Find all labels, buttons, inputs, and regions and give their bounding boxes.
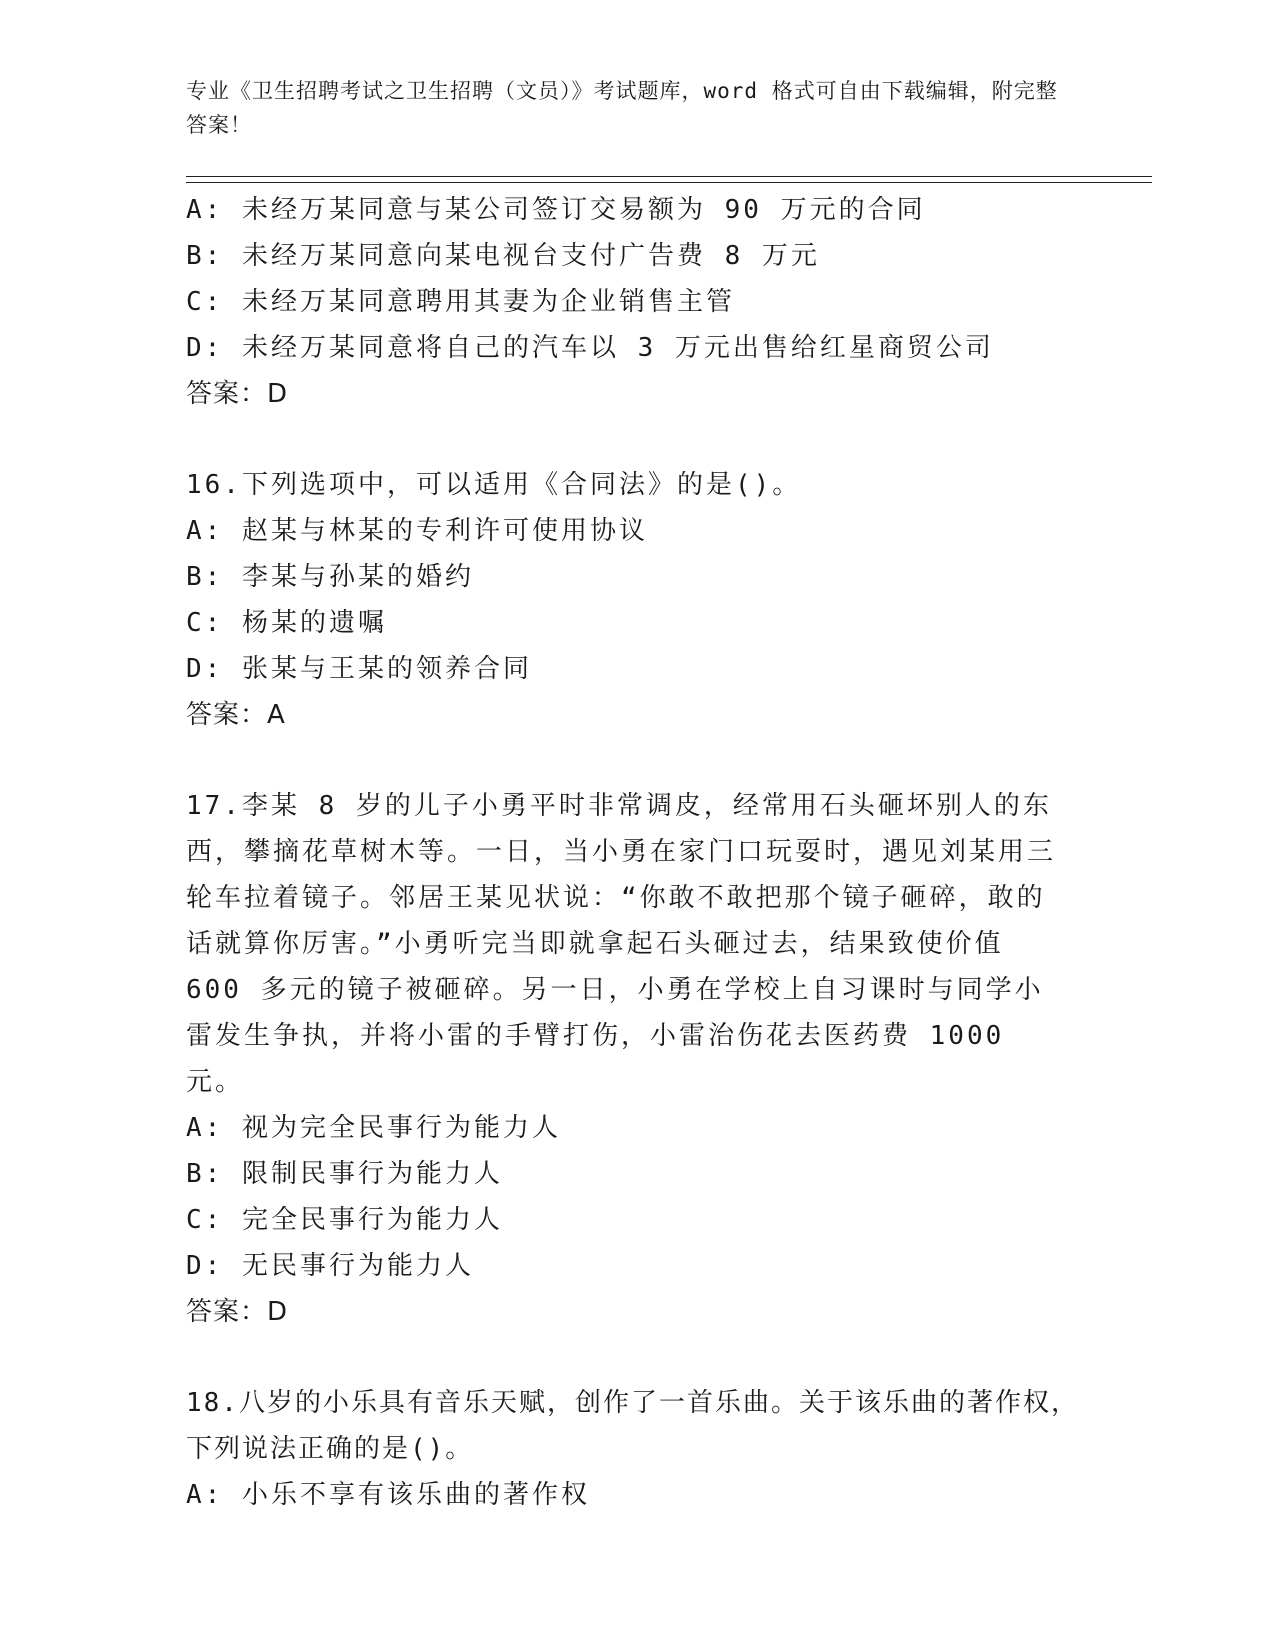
option-c: C: 完全民事行为能力人	[186, 1205, 503, 1235]
question-content	[186, 187, 1086, 1518]
option-a: A: 视为完全民事行为能力人	[186, 1113, 561, 1143]
option-d: D: 张某与王某的领养合同	[186, 654, 532, 684]
header-divider-bottom	[186, 182, 1152, 183]
spacer	[186, 417, 1086, 462]
answer-line: 答案：D	[186, 379, 289, 409]
option-a: A: 小乐不享有该乐曲的著作权	[186, 1480, 590, 1510]
option-c: C: 杨某的遗嘱	[186, 608, 387, 638]
question-stem: 18.八岁的小乐具有音乐天赋，创作了一首乐曲。关于该乐曲的著作权，下列说法正确的是()。	[186, 1388, 1079, 1464]
question-18	[186, 1380, 1086, 1518]
document-header: 专业《卫生招聘考试之卫生招聘（文员）》考试题库，word 格式可自由下载编辑，附完整答案！	[186, 79, 1058, 137]
option-a: A: 未经万某同意与某公司签订交易额为 90 万元的合同	[186, 195, 926, 225]
option-b: B: 李某与孙某的婚约	[186, 562, 474, 592]
option-a: A: 赵某与林某的专利许可使用协议	[186, 516, 648, 546]
spacer	[186, 1335, 1086, 1380]
option-b: B: 未经万某同意向某电视台支付广告费 8 万元	[186, 241, 820, 271]
option-d: D: 无民事行为能力人	[186, 1251, 474, 1281]
option-b: B: 限制民事行为能力人	[186, 1159, 503, 1189]
header-divider-top	[186, 176, 1152, 177]
answer-line: 答案：D	[186, 1297, 289, 1327]
question-stem: 17.李某 8 岁的儿子小勇平时非常调皮，经常用石头砸坏别人的东西，攀摘花草树木等。一日，当小勇在家门口玩耍时，遇见刘某用三轮车拉着镜子。邻居王某见状说：“你敢不敢把那个镜子砸碎，敢的话就算你厉害。”小勇听完当即就拿起石头砸过去，结果致使价值 600 多元的镜子被砸碎。另一日，小勇在学校上自习课时与同学小雷发生争执，并将小雷的手臂打伤，小雷治伤花去医药费 1000 元。	[186, 791, 1057, 1097]
question-15	[186, 187, 1086, 417]
spacer	[186, 738, 1086, 783]
answer-line: 答案：A	[186, 700, 286, 730]
question-17	[186, 783, 1086, 1335]
question-16	[186, 462, 1086, 738]
question-stem: 16.下列选项中，可以适用《合同法》的是()。	[186, 470, 802, 500]
option-d: D: 未经万某同意将自己的汽车以 3 万元出售给红星商贸公司	[186, 333, 994, 363]
option-c: C: 未经万某同意聘用其妻为企业销售主管	[186, 287, 735, 317]
